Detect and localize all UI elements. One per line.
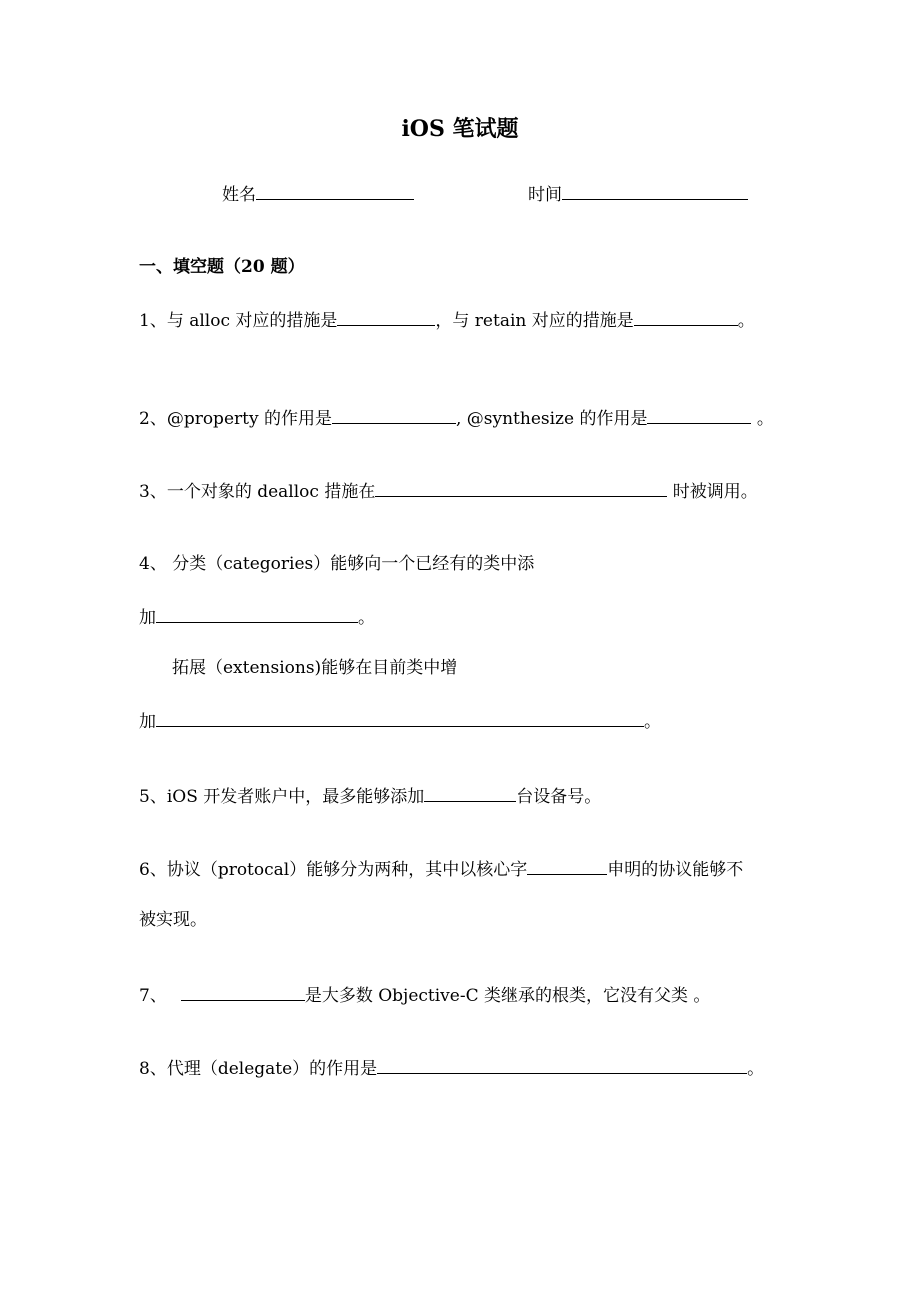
question-8: [139, 1056, 764, 1080]
q6-text-b: 申明的协议能够不: [607, 860, 744, 880]
time-label: 时间: [528, 185, 562, 205]
name-blank[interactable]: [256, 182, 414, 200]
q2-blank-1[interactable]: [332, 406, 456, 424]
q4-blank-1[interactable]: [156, 605, 358, 623]
time-blank[interactable]: [562, 182, 748, 200]
q1-text-b: ，与 retain 对应的措施是: [435, 311, 634, 331]
q2-text-a: 2、@property 的作用是: [139, 409, 332, 429]
q6-blank[interactable]: [527, 857, 607, 875]
section-heading: 一、填空题（20 题）: [139, 257, 305, 277]
q7-blank[interactable]: [181, 983, 305, 1001]
time-field-row: [528, 182, 748, 206]
q2-text-b: , @synthesize 的作用是: [455, 409, 648, 429]
q4-text-end-1: 。: [358, 608, 375, 628]
question-6-line-1: [139, 857, 743, 881]
q3-text-b: 时被调用。: [672, 482, 758, 502]
q1-blank-1[interactable]: [337, 308, 435, 326]
question-6-line-2: 被实现。: [139, 910, 207, 930]
q5-blank[interactable]: [424, 784, 516, 802]
name-field-row: [222, 182, 414, 206]
question-4-line-2: [139, 605, 375, 629]
q7-text-a: 7、: [139, 986, 167, 1006]
question-5: [139, 784, 601, 808]
q1-blank-2[interactable]: [634, 308, 738, 326]
question-4-line-4: [139, 709, 661, 733]
q4-blank-2[interactable]: [156, 709, 644, 727]
q4-text-add-2: 加: [139, 712, 156, 732]
q1-text-c: 。: [737, 311, 755, 331]
question-4-line-1: 4、 分类（categories）能够向一个已经有的类中添: [139, 554, 535, 574]
page-title: iOS 笔试题: [401, 116, 519, 142]
q8-text-a: 8、代理（delegate）的作用是: [139, 1059, 378, 1079]
q8-text-b: 。: [747, 1059, 765, 1079]
question-1: [139, 308, 755, 332]
q2-blank-2[interactable]: [647, 406, 751, 424]
question-2: [139, 406, 774, 430]
q3-blank[interactable]: [375, 479, 667, 497]
q4-text-end-2: 。: [644, 712, 661, 732]
q1-text-a: 1、与 alloc 对应的措施是: [139, 311, 338, 331]
q2-text-c: 。: [756, 409, 774, 429]
question-7: [139, 983, 710, 1007]
q7-text-b: 是大多数 Objective-C 类继承的根类，它没有父类 。: [304, 986, 711, 1006]
q5-text-b: 台设备号。: [516, 787, 602, 807]
q8-blank[interactable]: [377, 1056, 747, 1074]
name-label: 姓名: [222, 185, 256, 205]
q5-text-a: 5、iOS 开发者账户中，最多能够添加: [139, 787, 425, 807]
q6-text-a: 6、协议（protocal）能够分为两种，其中以核心字: [139, 860, 528, 880]
question-4-line-3: 拓展（extensions)能够在目前类中增: [172, 658, 458, 678]
q3-text-a: 3、一个对象的 dealloc 措施在: [139, 482, 376, 502]
question-3: [139, 479, 758, 503]
q4-text-add-1: 加: [139, 608, 156, 628]
